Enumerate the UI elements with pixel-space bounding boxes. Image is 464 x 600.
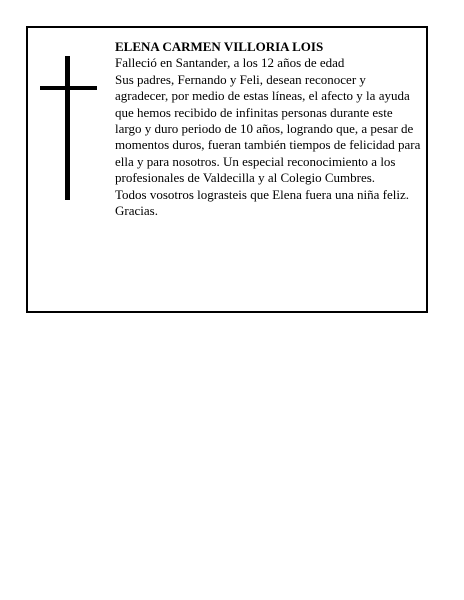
obituary-notice xyxy=(26,26,428,313)
gratitude-paragraph: Sus padres, Fernando y Feli, desean reconocer y agradecer, por medio de estas líneas, el afecto y la ayuda que hemos recibido de infinitas personas durante este largo y duro periodo de 10 años, logrando que, a pesar de momentos duros, fueran también tiempos de felicidad para ella y para nosotros. Un especial reconocimiento a los profesionales de Valdecilla y al Colegio Cumbres. xyxy=(115,71,421,186)
cross-horizontal-bar xyxy=(40,86,97,90)
cross-vertical-bar xyxy=(65,56,70,200)
closing-paragraph: Todos vosotros lograsteis que Elena fuera una niña feliz. xyxy=(115,186,410,202)
death-line: Falleció en Santander, a los 12 años de edad xyxy=(115,55,345,71)
thanks-line: Gracias. xyxy=(115,203,158,219)
deceased-name: ELENA CARMEN VILLORIA LOIS xyxy=(115,39,324,54)
notice-text xyxy=(115,39,421,219)
cross-icon xyxy=(40,56,96,200)
